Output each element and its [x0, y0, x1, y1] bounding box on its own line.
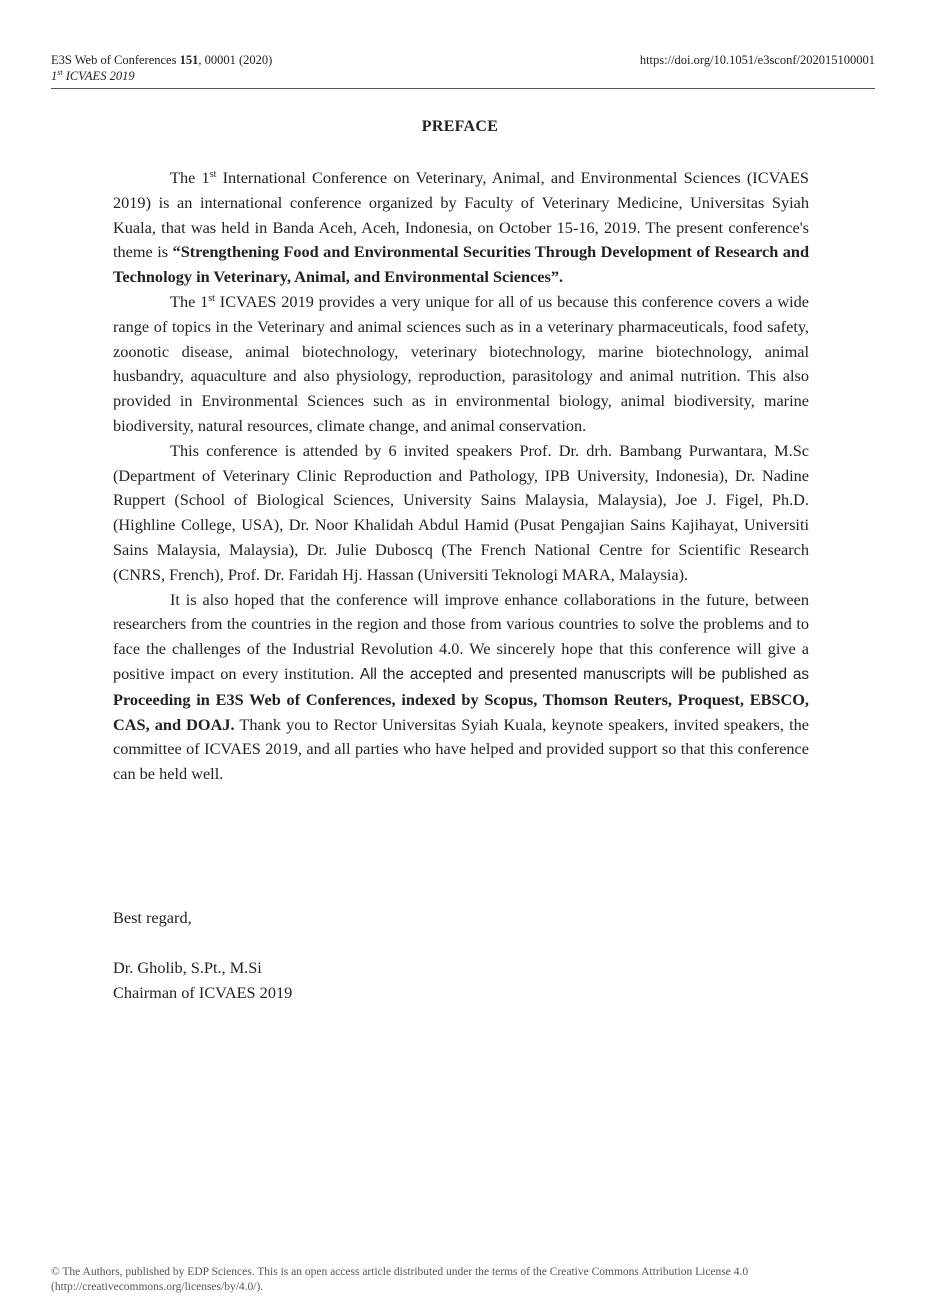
p2-sup: st — [208, 292, 215, 304]
page-header — [51, 52, 875, 89]
spacer — [113, 931, 292, 956]
signer-role: Chairman of ICVAES 2019 — [113, 982, 293, 1002]
signer-name: Dr. Gholib, S.Pt., M.Si — [113, 957, 262, 977]
license-url[interactable]: (http://creativecommons.org/licenses/by/4.0/). — [51, 1281, 264, 1293]
p4-text-sans: All the accepted and presented manuscripts will be published as — [359, 665, 809, 683]
paragraph-2 — [113, 290, 809, 439]
doi-link[interactable]: https://doi.org/10.1051/e3sconf/202015100001 — [639, 53, 875, 67]
conference-theme: “Strengthening Food and Environmental Securities Through Development of Research and Technology in Veterinary, Animal, and Environmental Sciences”. — [113, 242, 810, 287]
license-footer — [51, 1265, 877, 1295]
page-title: PREFACE — [421, 118, 499, 135]
p1-text-b: International Conference on Veterinary, Animal, and Environmental Sciences (ICVAES 2019) is an international conference organized by Faculty of Veterinary Medicine, Universitas Syiah Kuala, that was held in Banda Aceh, Aceh, Indonesia, on October 15-16, 2019. The present conference's theme is — [113, 168, 809, 262]
conference-line — [51, 68, 272, 84]
p4-text-c: Thank you to Rector Universitas Syiah Kuala, keynote speakers, invited speakers, the committee of ICVAES 2019, and all parties who have helped and provided support so that this conference can be held well. — [113, 714, 809, 784]
journal-volume: 151 — [179, 53, 199, 67]
proceeding-note: Proceeding in E3S Web of Conferences, indexed by Scopus, Thomson Reuters, Proquest, EBSCO, CAS, and DOAJ. — [113, 689, 809, 734]
conf-name: ICVAES 2019 — [62, 69, 135, 83]
license-line: © The Authors, published by EDP Sciences. This is an open access article distributed under the terms of the Creative Commons Attribution License 4.0 — [51, 1266, 749, 1278]
paragraph-3: This conference is attended by 6 invited speakers Prof. Dr. drh. Bambang Purwantara, M.Sc (Department of Veterinary Clinic Reproduction and Pathology, IPB University, Indonesia), Dr. Nadine Ruppert (School of Biological Sciences, University Sains Malaysia, Malaysia), Joe J. Figel, Ph.D. (Highline College, USA), Dr. Noor Khalidah Abdul Hamid (Pusat Pengajian Sains Kajihayat, Universiti Sains Malaysia, Malaysia), Dr. Julie Duboscq (The French National Centre for Scientific Research (CNRS, French), Prof. Dr. Faridah Hj. Hassan (Universiti Teknologi MARA, Malaysia). — [113, 440, 809, 584]
p2-text-b: ICVAES 2019 provides a very unique for all of us because this conference covers a wide range of topics in the Veterinary and animal sciences such as in a veterinary pharmaceuticals, food safety, zoonotic disease, animal biotechnology, veterinary biotechnology, marine biotechnology, animal husbandry, aquaculture and also physiology, reproduction, parasitology and animal nutrition. This also provided in Environmental Sciences such as in environmental biology, animal biodiversity, marine biodiversity, natural resources, climate change, and animal conservation. — [113, 291, 809, 435]
p4-text-a: It is also hoped that the conference will improve enhance collaborations in the future, between researchers from the countries in the region and those from various countries to solve the problems and to face the challenges of the Industrial Revolution 4.0. We sincerely hope that this conference will give a positive impact on every institution. — [113, 589, 809, 683]
paragraph-1 — [113, 166, 809, 290]
closing-regard: Best regard, — [113, 908, 192, 927]
journal-line — [51, 52, 272, 68]
paragraph-4 — [113, 588, 809, 787]
p1-sup: st — [209, 169, 217, 180]
journal-article: , 00001 (2020) — [198, 53, 273, 67]
signature-block — [113, 906, 292, 1005]
p1-text-a: The 1 — [170, 168, 210, 187]
journal-citation — [51, 52, 272, 84]
p2-text-a: The 1 — [170, 291, 209, 311]
preface-body — [113, 166, 809, 787]
journal-prefix: E3S Web of Conferences — [51, 53, 180, 67]
conf-ordinal: 1 — [51, 69, 58, 83]
conf-ordinal-sup: st — [57, 68, 63, 77]
